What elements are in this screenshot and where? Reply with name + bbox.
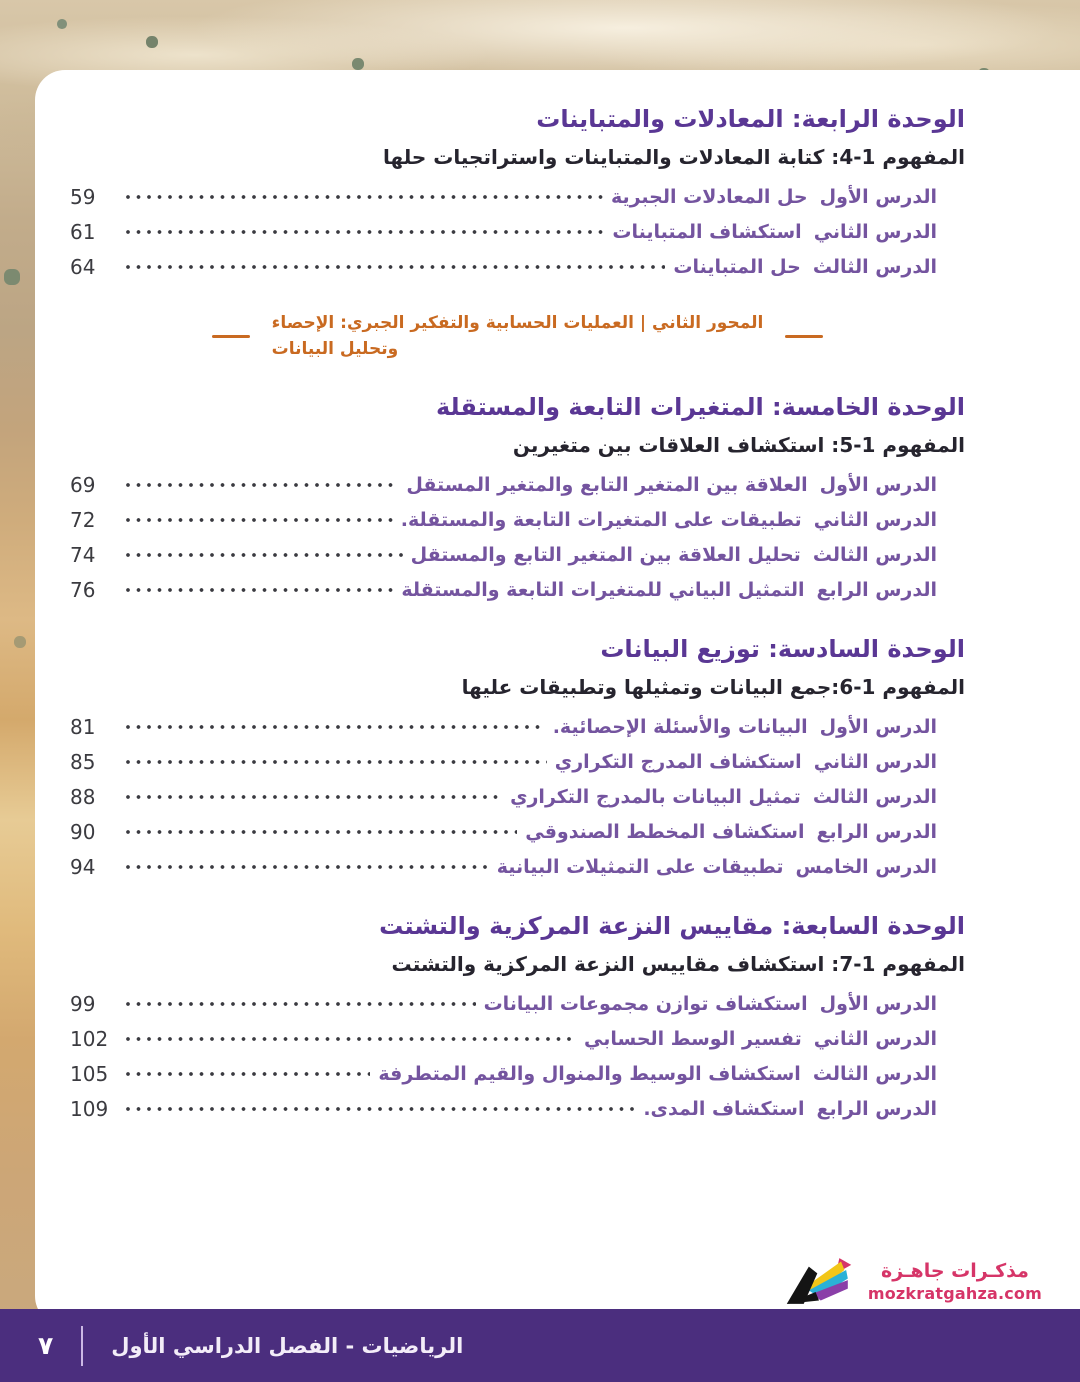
lesson-title: تحليل العلاقة بين المتغير التابع والمستقل xyxy=(410,543,801,566)
page-number: 69 xyxy=(70,472,96,497)
lesson-row xyxy=(70,537,965,572)
footer-page-number: ٧ xyxy=(38,1331,54,1360)
lesson-title: تطبيقات على التمثيلات البيانية xyxy=(496,855,784,878)
lesson-label: الدرس الثاني xyxy=(813,1027,937,1050)
lesson-title: استكشاف المخطط الصندوقي xyxy=(525,820,805,843)
axis-divider-line1: المحور الثاني | العمليات الحسابية والتفكير الجبري: الإحصاء xyxy=(271,313,764,333)
unit-title: الوحدة السادسة: توزيع البيانات xyxy=(600,635,965,663)
lesson-title: استكشاف المدرج التكراري xyxy=(554,750,802,773)
lesson-row xyxy=(70,214,965,249)
footer-bar xyxy=(0,1309,1080,1382)
page-number: 72 xyxy=(70,507,96,532)
lesson-label: الدرس الأول xyxy=(819,992,937,1015)
dot-leader xyxy=(124,587,393,593)
footer-divider xyxy=(81,1326,83,1366)
dot-leader xyxy=(124,724,545,730)
lesson-title: تفسير الوسط الحسابي xyxy=(584,1027,802,1050)
lesson-label: الدرس الثاني xyxy=(813,750,937,773)
lesson-label: الدرس الأول xyxy=(819,185,937,208)
lesson-label: الدرس الرابع xyxy=(816,1097,937,1120)
unit-section xyxy=(70,911,965,1126)
lesson-row xyxy=(70,744,965,779)
lesson-label: الدرس الثالث xyxy=(812,543,937,566)
dot-leader xyxy=(124,482,398,488)
lesson-label: الدرس الثالث xyxy=(812,1062,937,1085)
lesson-title: استكشاف المدى. xyxy=(643,1097,805,1120)
logo-texts xyxy=(868,1260,1042,1303)
dot-leader xyxy=(124,1036,576,1042)
dot-leader xyxy=(124,264,665,270)
dot-leader xyxy=(124,1106,635,1112)
lesson-row xyxy=(70,467,965,502)
lesson-title: استكشاف المتباينات xyxy=(612,220,802,243)
lesson-label: الدرس الرابع xyxy=(816,820,937,843)
dot-leader xyxy=(124,229,604,235)
page-number: 64 xyxy=(70,254,96,279)
footer-subject: الرياضيات - الفصل الدراسي الأول xyxy=(111,1333,464,1358)
footer-group xyxy=(38,1309,463,1382)
page-number: 76 xyxy=(70,577,96,602)
unit-title: الوحدة الخامسة: المتغيرات التابعة والمستقلة xyxy=(435,393,965,421)
lesson-label: الدرس الثالث xyxy=(812,255,937,278)
content-card xyxy=(35,70,1080,1326)
page-number: 99 xyxy=(70,991,96,1016)
page-number: 105 xyxy=(70,1061,109,1086)
dot-leader xyxy=(124,829,517,835)
logo-domain: mozkratgahza.com xyxy=(867,1283,1042,1303)
dot-leader xyxy=(124,194,603,200)
unit-section xyxy=(70,392,965,607)
lesson-title: التمثيل البياني للمتغيرات التابعة والمستقلة xyxy=(401,578,805,601)
unit-section xyxy=(70,634,965,884)
concept-title: المفهوم 1-7: استكشاف مقاييس النزعة المركزية والتشتت xyxy=(391,952,965,976)
lesson-row xyxy=(70,779,965,814)
page-number: 109 xyxy=(70,1096,109,1121)
lesson-title: استكشاف توازن مجموعات البيانات xyxy=(483,992,808,1015)
lesson-label: الدرس الأول xyxy=(819,473,937,496)
logo-arrow-icon xyxy=(780,1250,858,1312)
lesson-label: الدرس الثالث xyxy=(812,785,937,808)
dot-leader xyxy=(124,517,393,523)
lesson-title: تمثيل البيانات بالمدرج التكراري xyxy=(510,785,801,808)
page-number: 90 xyxy=(70,819,96,844)
page-number: 85 xyxy=(70,749,96,774)
lesson-label: الدرس الرابع xyxy=(816,578,937,601)
lesson-row xyxy=(70,1091,965,1126)
concept-title: المفهوم 1-6:جمع البيانات وتمثيلها وتطبيقات عليها xyxy=(461,675,965,699)
lesson-row xyxy=(70,814,965,849)
dot-leader xyxy=(124,1001,476,1007)
lesson-row xyxy=(70,179,965,214)
axis-divider xyxy=(70,311,965,362)
concept-title: المفهوم 1-5: استكشاف العلاقات بين متغيرين xyxy=(512,433,965,457)
concept-title: المفهوم 1-4: كتابة المعادلات والمتباينات واستراتجيات حلها xyxy=(383,145,965,169)
axis-dash-right xyxy=(785,335,823,338)
dot-leader xyxy=(124,794,502,800)
lesson-label: الدرس الثاني xyxy=(813,508,937,531)
dot-leader xyxy=(124,552,403,558)
dot-leader xyxy=(124,1071,370,1077)
lesson-row xyxy=(70,709,965,744)
lesson-title: حل المتباينات xyxy=(673,255,801,278)
logo xyxy=(780,1250,1042,1312)
unit-section xyxy=(70,104,965,284)
unit-title: الوحدة السابعة: مقاييس النزعة المركزية والتشتت xyxy=(379,912,965,940)
unit-title: الوحدة الرابعة: المعادلات والمتباينات xyxy=(536,105,965,133)
logo-title: مذكـرات جاهـزة xyxy=(881,1259,1029,1282)
lesson-row xyxy=(70,249,965,284)
lesson-title: تطبيقات على المتغيرات التابعة والمستقلة. xyxy=(400,508,802,531)
dot-leader xyxy=(124,759,547,765)
axis-divider-text xyxy=(272,311,764,362)
page-number: 81 xyxy=(70,714,96,739)
lesson-row xyxy=(70,849,965,884)
lesson-row xyxy=(70,572,965,607)
lesson-row xyxy=(70,986,965,1021)
lesson-title: حل المعادلات الجبرية xyxy=(610,185,808,208)
axis-dash-left xyxy=(212,335,250,338)
lesson-label: الدرس الخامس xyxy=(795,855,937,878)
page-number: 88 xyxy=(70,784,96,809)
lesson-label: الدرس الثاني xyxy=(813,220,937,243)
lesson-title: استكشاف الوسيط والمنوال والقيم المتطرفة xyxy=(378,1062,801,1085)
page-number: 102 xyxy=(70,1026,109,1051)
lesson-title: البيانات والأسئلة الإحصائية. xyxy=(552,715,808,738)
lesson-row xyxy=(70,502,965,537)
page-number: 61 xyxy=(70,219,96,244)
lesson-title: العلاقة بين المتغير التابع والمتغير المستقل xyxy=(406,473,808,496)
dot-leader xyxy=(124,864,489,870)
lesson-label: الدرس الأول xyxy=(819,715,937,738)
page-number: 94 xyxy=(70,854,96,879)
lesson-row xyxy=(70,1021,965,1056)
page-number: 59 xyxy=(70,184,96,209)
desert-shrubs xyxy=(0,0,4,4)
page-number: 74 xyxy=(70,542,96,567)
lesson-row xyxy=(70,1056,965,1091)
axis-divider-line2: وتحليل البيانات xyxy=(271,338,399,359)
